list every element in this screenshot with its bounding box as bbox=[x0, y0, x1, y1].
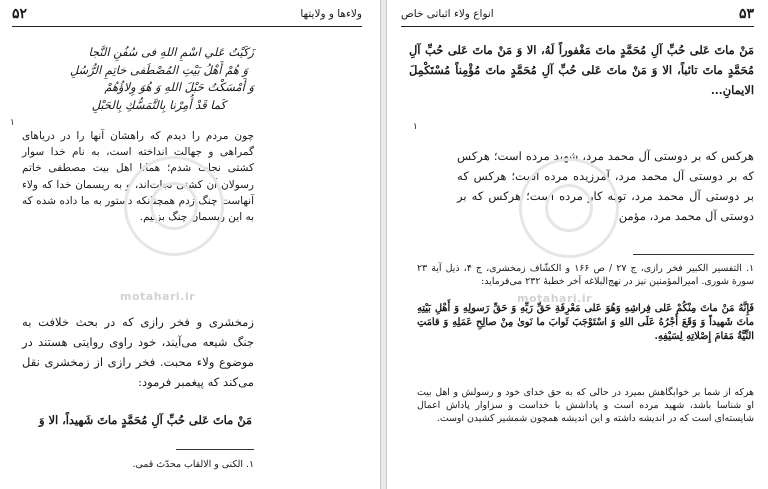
left-footnote: ١. الكنى و الالقاب محدّث قمى. bbox=[132, 459, 254, 470]
left-page-header bbox=[12, 6, 362, 27]
hadith-translation: هرکس که بر دوستی آل محمد مرد، شهید مرده است؛ هرکس که بر دوستی آل محمد مرد، آمرزیده مرده است؛ هرکس که بر دوستی آل محمد مرد، توبه کار مرده است؛ هرکس که بر دوستی آل محمد مرد، مؤمن bbox=[457, 149, 754, 223]
left-page-number: ۵۲ bbox=[12, 6, 28, 22]
footnote-divider bbox=[633, 254, 754, 255]
body-paragraph: زمخشری و فخر رازی که در بحث خلافت به جنگ شیعه می‌آیند، خود راوی روایتی هستند در موضوع ولاء محبت. فخر رازی از زمخشری نقل می‌کند که پیغمبر فرمود: bbox=[22, 315, 254, 389]
watermark-text: motahari.ir bbox=[120, 290, 196, 303]
poem-line: وَ هُمْ أَهْلُ بَيْتِ المُصْطَفى خاتِمِ الرُّسُلِ bbox=[69, 62, 248, 77]
poem-line: كَما قَدْ أُمِرْنا بِالتَّمَسُّكِ بِالحَبْلِ bbox=[91, 97, 226, 112]
footnote-translation: هرکه از شما بر خوابگاهش بمیرد در حالی که به حق خدای خود و رسولش و اهل بیت او شناسا باشد، شهید مرده است و پاداشش با خداست و سزاوار پاداش اعمال شایسته‌ای است که در اندیشه داشته و این اندیشه همچون شمشیر کشیدن اوست. bbox=[417, 387, 754, 424]
hadith-text: مَنْ ماتَ عَلى حُبِّ آلِ مُحَمَّدٍ ماتَ مَغْفوراً لَهُ، الا وَ مَنْ ماتَ عَلى حُبِّ آلِ مُحَمَّدٍ ماتَ تائباً، الا وَ مَنْ ماتَ عَلى حُبِّ آلِ مُحَمَّدٍ ماتَ مُؤْمِناً مُسْتَكْمِلَ الايمانِ... bbox=[409, 43, 754, 97]
right-running-title: انواع ولاء اثباتی خاص bbox=[401, 8, 494, 20]
footnote-intro: ١. التفسير الكبير فخر رازى، ج ٢٧ / ص ١۶۶ و الكشّاف زمخشرى، ج ۴، ذيل آية ٢٣ سورة شورى. اميرالمؤمنين نيز در نهج‌البلاغه آخر خطبهٔ ٢٣٢ مى‌فرمايد: bbox=[417, 263, 754, 287]
poem-translation: چون مردم را دیدم که راهشان آنها را در دریاهای گمراهی و جهالت انداخته است، به نام خدا سوار کشتی نجات شدم؛ همانا اهل بیت مصطفی خاتم رسولان آن کشتی نجات‌اند، و به ریسمان خدا که ولاء آنهاست چنگ زدم همچنانکه دستور به ما داده شده که به این ریسمان چنگ بزنیم. bbox=[22, 130, 254, 224]
poem-block bbox=[22, 44, 254, 114]
poem-line: وَ أَمْسَكْتُ حَبْلَ اللهِ وَ هُوَ وِلاؤُهُمْ bbox=[104, 80, 254, 94]
left-page bbox=[0, 0, 381, 489]
right-page bbox=[386, 0, 768, 489]
poem-footnote-mark: ١ bbox=[10, 118, 15, 128]
hadith-footnote-mark: ١ bbox=[413, 122, 418, 132]
left-running-title: ولاءها و ولايتها bbox=[300, 8, 362, 20]
footnote-arabic: فَإِنَّهُ مَنْ ماتَ مِنْكُمْ عَلى فِراشِهِ وَهُوَ عَلى مَعْرِفَةِ حَقِّ رَبِّهِ وَ حَقِّ رَسولِهِ وَ أَهْلِ بَيْتِهِ ماتَ شَهيداً وَ وَقَعَ أَجْرُهُ عَلَى اللهِ وَ اسْتَوْجَبَ ثَوابَ ما نَوىٰ مِنْ صالِحِ عَمَلِهِ وَ قامَتِ النِّيَّةُ مَقامَ إِصْلاتِهِ لِسَيْفِهِ. bbox=[417, 303, 754, 342]
poem-line: زَكَيْتُ عَلي اسْمِ اللهِ فى سُفُنِ النَّجا bbox=[88, 45, 254, 59]
footnote-divider bbox=[176, 449, 254, 450]
watermark-text: motahari.ir bbox=[517, 292, 593, 305]
right-page-number: ۵۳ bbox=[738, 6, 754, 22]
right-page-header bbox=[401, 6, 754, 27]
hadith-text: مَنْ ماتَ عَلى حُبِّ آلِ مُحَمَّدٍ ماتَ شَهيداً، الا وَ bbox=[38, 413, 252, 427]
